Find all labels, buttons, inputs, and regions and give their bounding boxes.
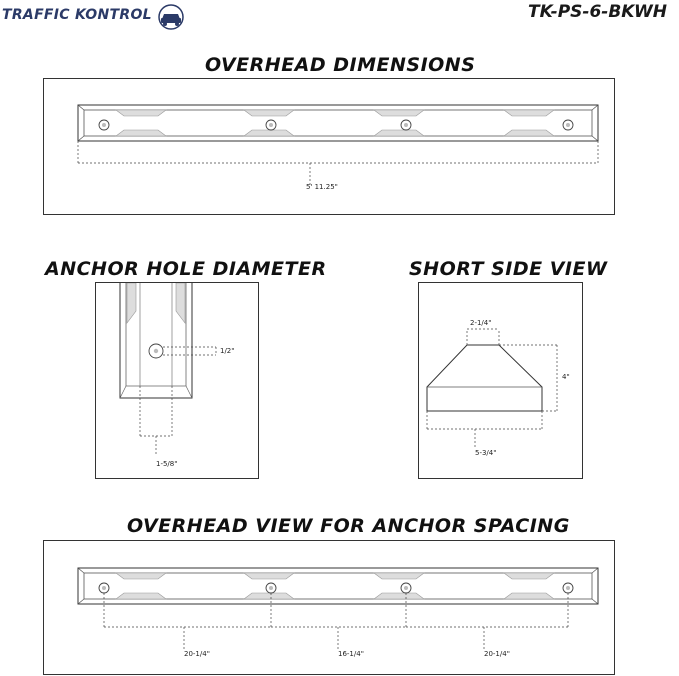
short-side-panel <box>418 282 583 479</box>
short-side-top-label: 2-1/4" <box>470 319 492 327</box>
short-side-height-label: 4" <box>562 373 570 381</box>
anchor-title: ANCHOR HOLE DIAMETER <box>45 258 327 280</box>
spacing-drawing <box>44 541 616 676</box>
overhead-title: OVERHEAD DIMENSIONS <box>205 54 476 76</box>
spacing-title: OVERHEAD VIEW FOR ANCHOR SPACING <box>127 515 570 537</box>
short-side-base-label: 5-3/4" <box>475 449 497 457</box>
spacing-label-2: 16-1/4" <box>338 650 364 658</box>
spacing-label-3: 20-1/4" <box>484 650 510 658</box>
model-number: TK-PS-6-BKWH <box>527 2 667 22</box>
short-side-title: SHORT SIDE VIEW <box>409 258 608 280</box>
overhead-drawing <box>44 79 616 216</box>
brand-name: TRAFFIC KONTROL <box>2 7 152 23</box>
anchor-panel <box>95 282 259 479</box>
overhead-length-label: 5' 11.25" <box>306 183 338 191</box>
car-icon <box>154 4 188 30</box>
spacing-label-1: 20-1/4" <box>184 650 210 658</box>
spacing-panel <box>43 540 615 675</box>
overhead-panel <box>43 78 615 215</box>
brand-logo <box>2 4 192 32</box>
anchor-drawing <box>96 283 260 480</box>
anchor-hole-label: 1/2" <box>220 347 235 355</box>
short-side-drawing <box>419 283 584 480</box>
anchor-width-label: 1-5/8" <box>156 460 178 468</box>
